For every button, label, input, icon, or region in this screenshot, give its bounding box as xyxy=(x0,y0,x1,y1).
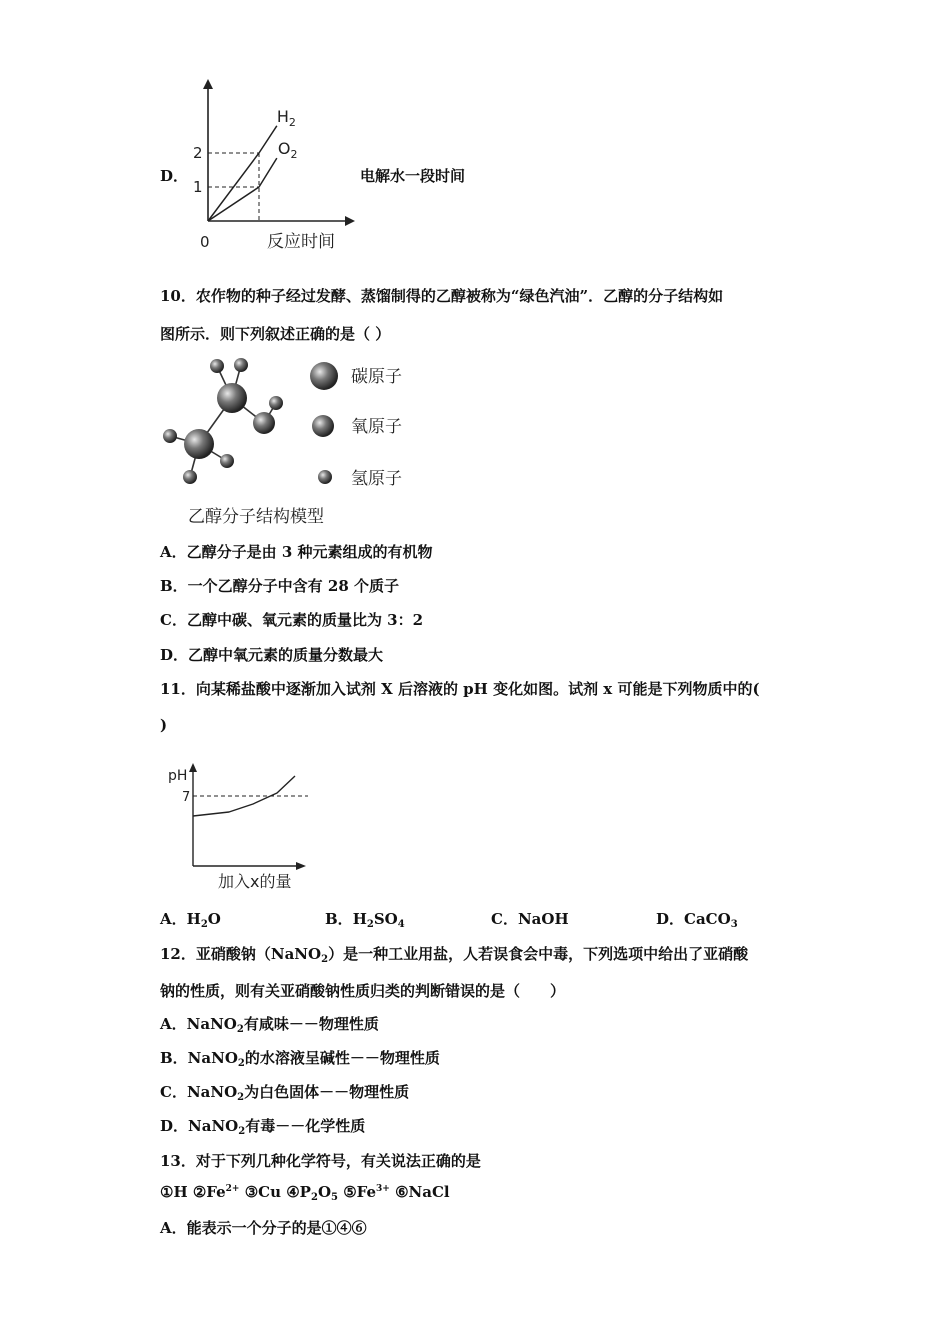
q12-option-a xyxy=(160,1013,379,1035)
q11-ph-chart xyxy=(160,755,320,895)
q13-symbol-2 xyxy=(193,1183,245,1201)
q9-option-d-label: D． xyxy=(160,167,189,185)
y-axis-label: pH xyxy=(168,768,188,784)
q9-electrolysis-chart xyxy=(185,75,365,255)
y-axis-arrow xyxy=(189,763,197,772)
q10-stem-line2: 图所示．则下列叙述正确的是（ ） xyxy=(160,325,391,343)
series-label-sub: 2 xyxy=(288,115,296,129)
y-axis-arrow xyxy=(203,79,213,89)
q10-option-b: B．一个乙醇分子中含有 28 个质子 xyxy=(160,577,399,595)
formula-part: ③Cu xyxy=(244,1183,287,1201)
legend-hydrogen-ball xyxy=(318,470,332,484)
q11-option-a-letter: A． xyxy=(160,910,187,928)
y-tick-label: 1 xyxy=(193,178,203,196)
formula-part: ⑤Fe xyxy=(343,1183,377,1201)
x-axis-label: 加入x的量 xyxy=(218,872,292,891)
formula-part: O xyxy=(317,1183,332,1201)
formula-part: ⑥NaCl xyxy=(395,1183,450,1201)
formula-part: 2 xyxy=(366,919,374,930)
q11-option-d xyxy=(656,908,738,930)
formula-part: H xyxy=(186,910,201,928)
formula-part: 2+ xyxy=(225,1184,240,1194)
legend-oxygen-label: 氧原子 xyxy=(351,417,402,437)
legend-oxygen-ball xyxy=(312,415,334,437)
q12-option-d xyxy=(160,1115,365,1137)
series-label-h: $H_2$ xyxy=(276,106,296,129)
q9-caption: 电解水一段时间 xyxy=(360,167,466,185)
formula-part: ④P xyxy=(286,1183,311,1201)
q12-stem-part-b: ）是一种工业用盐，人若误食会中毒，下列选项中给出了亚硝酸 xyxy=(328,945,749,963)
q13-symbol-1 xyxy=(160,1183,193,1201)
q11-option-d-formula xyxy=(684,910,738,928)
oxygen-atom xyxy=(253,412,275,434)
q12-option-c xyxy=(160,1081,409,1103)
q12-option-c-sub: 2 xyxy=(237,1092,245,1103)
q12-option-d-pre: D．NaNO xyxy=(160,1117,239,1135)
q11-option-a xyxy=(160,908,221,930)
formula-part: 3 xyxy=(730,919,738,930)
series-label-o: $O_2$ xyxy=(277,139,298,162)
carbon-atom xyxy=(184,429,214,459)
q10-option-a: A．乙醇分子是由 3 种元素组成的有机物 xyxy=(160,543,433,561)
hydrogen-atom xyxy=(210,359,224,373)
q11-option-a-formula xyxy=(187,910,221,928)
formula-part: O xyxy=(207,910,221,928)
legend-carbon-ball xyxy=(310,362,338,390)
q13-symbols xyxy=(160,1183,450,1203)
formula-part: ①H xyxy=(160,1183,193,1201)
q13-option-a: A．能表示一个分子的是①④⑥ xyxy=(160,1219,367,1237)
q12-stem-line2: 钠的性质，则有关亚硝酸钠性质归类的判断错误的是（ ） xyxy=(160,982,566,1000)
series-label-sub: 2 xyxy=(290,148,298,162)
q11-option-d-letter: D． xyxy=(656,910,685,928)
q12-option-a-pre: A．NaNO xyxy=(160,1015,237,1033)
q10-option-d: D．乙醇中氧元素的质量分数最大 xyxy=(160,646,384,664)
hydrogen-atom xyxy=(163,429,177,443)
y-tick-label: 2 xyxy=(193,144,203,162)
q11-option-b xyxy=(325,908,405,930)
q12-option-b-sub: 2 xyxy=(237,1058,245,1069)
q12-stem-line1 xyxy=(160,943,748,965)
formula-part: 4 xyxy=(397,919,405,930)
ethanol-molecule-model xyxy=(155,350,425,535)
q13-symbol-3 xyxy=(245,1183,287,1201)
q12-option-a-post: 有咸味－－物理性质 xyxy=(243,1015,379,1033)
formula-part: ②Fe xyxy=(192,1183,226,1201)
formula-part: 5 xyxy=(331,1192,338,1203)
x-axis-label: 反应时间 xyxy=(267,232,335,252)
ph7-label: 7 xyxy=(182,790,191,805)
formula-part: 2 xyxy=(200,919,208,930)
hydrogen-atom xyxy=(234,358,248,372)
q12-option-c-pre: C．NaNO xyxy=(160,1083,238,1101)
q13-symbol-5 xyxy=(343,1183,395,1201)
formula-part: CaCO xyxy=(684,910,731,928)
x-axis-arrow xyxy=(345,216,355,226)
q11-stem-line2: ) xyxy=(160,716,168,734)
q12-stem-part-a: 12．亚硝酸钠（NaNO xyxy=(160,945,322,963)
formula-part: SO xyxy=(373,910,398,928)
origin-label: 0 xyxy=(200,233,210,251)
hydrogen-atom xyxy=(220,454,234,468)
x-axis-arrow xyxy=(296,862,306,870)
q12-option-d-post: 有毒－－化学性质 xyxy=(245,1117,366,1135)
q12-stem-sub: 2 xyxy=(321,954,329,965)
formula-part: NaOH xyxy=(517,910,569,928)
q12-option-b xyxy=(160,1047,440,1069)
q10-option-c: C．乙醇中碳、氧元素的质量比为 3：2 xyxy=(160,611,424,629)
formula-part: 3+ xyxy=(376,1184,390,1194)
q10-stem-line1: 10．农作物的种子经过发酵、蒸馏制得的乙醇被称为“绿色汽油”．乙醇的分子结构如 xyxy=(160,287,724,305)
q12-option-a-sub: 2 xyxy=(236,1024,244,1035)
q12-option-b-pre: B．NaNO xyxy=(160,1049,238,1067)
q12-option-c-post: 为白色固体－－物理性质 xyxy=(244,1083,410,1101)
q13-symbol-6 xyxy=(395,1183,450,1201)
model-caption: 乙醇分子结构模型 xyxy=(188,507,324,527)
q12-option-b-post: 的水溶液呈碱性－－物理性质 xyxy=(244,1049,440,1067)
q11-option-c-formula xyxy=(518,910,569,928)
q11-option-c-letter: C． xyxy=(491,910,518,928)
hydrogen-atom xyxy=(269,396,283,410)
series-line-o xyxy=(208,158,277,221)
hydrogen-atom xyxy=(183,470,197,484)
q13-stem: 13．对于下列几种化学符号，有关说法正确的是 xyxy=(160,1152,481,1170)
formula-part: H xyxy=(352,910,367,928)
legend-carbon-label: 碳原子 xyxy=(351,367,402,387)
q11-option-c xyxy=(491,908,569,929)
legend-hydrogen-label: 氢原子 xyxy=(351,469,402,489)
q11-stem-line1: 11．向某稀盐酸中逐渐加入试剂 X 后溶液的 pH 变化如图。试剂 x 可能是下列物质中的( xyxy=(160,680,760,698)
q11-option-b-letter: B． xyxy=(325,910,353,928)
carbon-atom xyxy=(217,383,247,413)
q13-symbol-4 xyxy=(286,1183,343,1201)
q12-option-d-sub: 2 xyxy=(238,1126,246,1137)
formula-part: 2 xyxy=(310,1192,318,1203)
q11-option-b-formula xyxy=(353,910,405,928)
